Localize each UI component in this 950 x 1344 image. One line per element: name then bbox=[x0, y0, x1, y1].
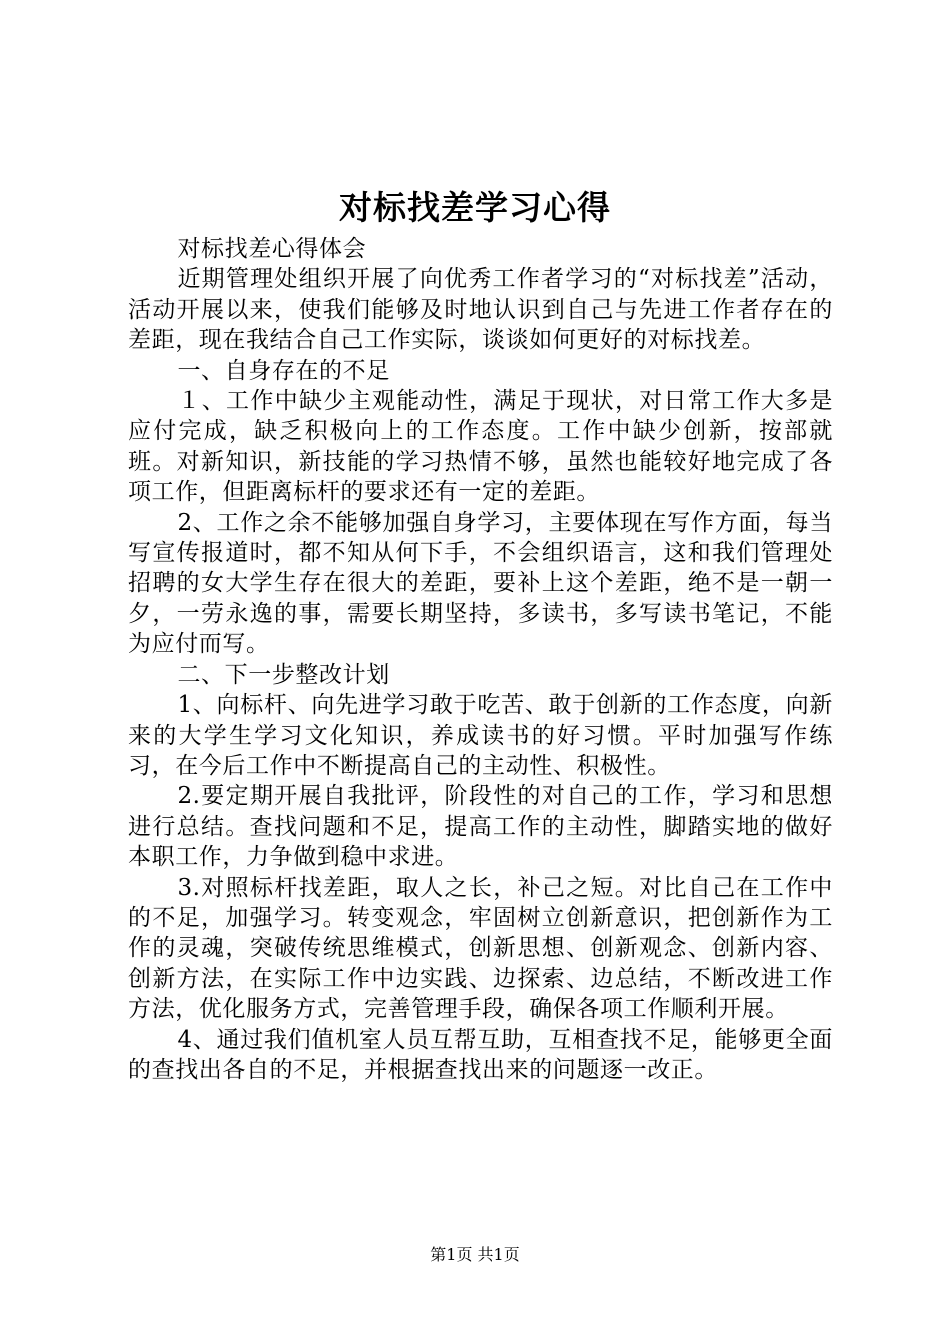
shortcoming-item-1: １、工作中缺少主观能动性，满足于现状，对日常工作大多是应付完成，缺乏积极向上的工作态度。工作中缺少创新，按部就班。对新知识，新技能的学习热情不够，虽然也能较好地完成了各项工作，但距离标杆的要求还有一定的差距。 bbox=[128, 388, 833, 506]
plan-item-1: 1、向标杆、向先进学习敢于吃苦、敢于创新的工作态度，向新来的大学生学习文化知识，养成读书的好习惯。平时加强写作练习，在今后工作中不断提高自己的主动性、积极性。 bbox=[128, 692, 833, 779]
plan-item-2: 2.要定期开展自我批评，阶段性的对自己的工作，学习和思想进行总结。查找问题和不足，提高工作的主动性，脚踏实地的做好本职工作，力争做到稳中求进。 bbox=[128, 783, 833, 871]
page-number-footer: 第1页 共1页 bbox=[430, 1245, 520, 1264]
shortcoming-item-2: 2、工作之余不能够加强自身学习，主要体现在写作方面，每当写宣传报道时，都不知从何下手，不会组织语言，这和我们管理处招聘的女大学生存在很大的差距，要补上这个差距，绝不是一朝一夕，一劳永逸的事，需要长期坚持，多读书，多写读书笔记，不能为应付而写。 bbox=[128, 509, 833, 658]
document-body bbox=[128, 234, 833, 1085]
section-heading-plan: 二、下一步整改计划 bbox=[177, 661, 390, 688]
section-heading-shortcomings: 一、自身存在的不足 bbox=[177, 357, 390, 384]
plan-item-3: 3.对照标杆找差距，取人之长，补己之短。对比自己在工作中的不足，加强学习。转变观念，牢固树立创新意识，把创新作为工作的灵魂，突破传统思维模式，创新思想、创新观念、创新内容、创新方法，在实际工作中边实践、边探索、边总结，不断改进工作方法，优化服务方式，完善管理手段，确保各项工作顺利开展。 bbox=[128, 874, 833, 1023]
document-title: 对标找差学习心得 bbox=[339, 188, 611, 227]
subtitle-paragraph: 对标找差心得体会 bbox=[177, 236, 367, 262]
intro-paragraph: 近期管理处组织开展了向优秀工作者学习的“对标找差”活动，活动开展以来，使我们能够及时地认识到自己与先进工作者存在的差距，现在我结合自己工作实际，谈谈如何更好的对标找差。 bbox=[128, 266, 833, 354]
plan-item-4: 4、通过我们值机室人员互帮互助，互相查找不足，能够更全面的查找出各自的不足，并根据查找出来的问题逐一改正。 bbox=[128, 1026, 833, 1083]
